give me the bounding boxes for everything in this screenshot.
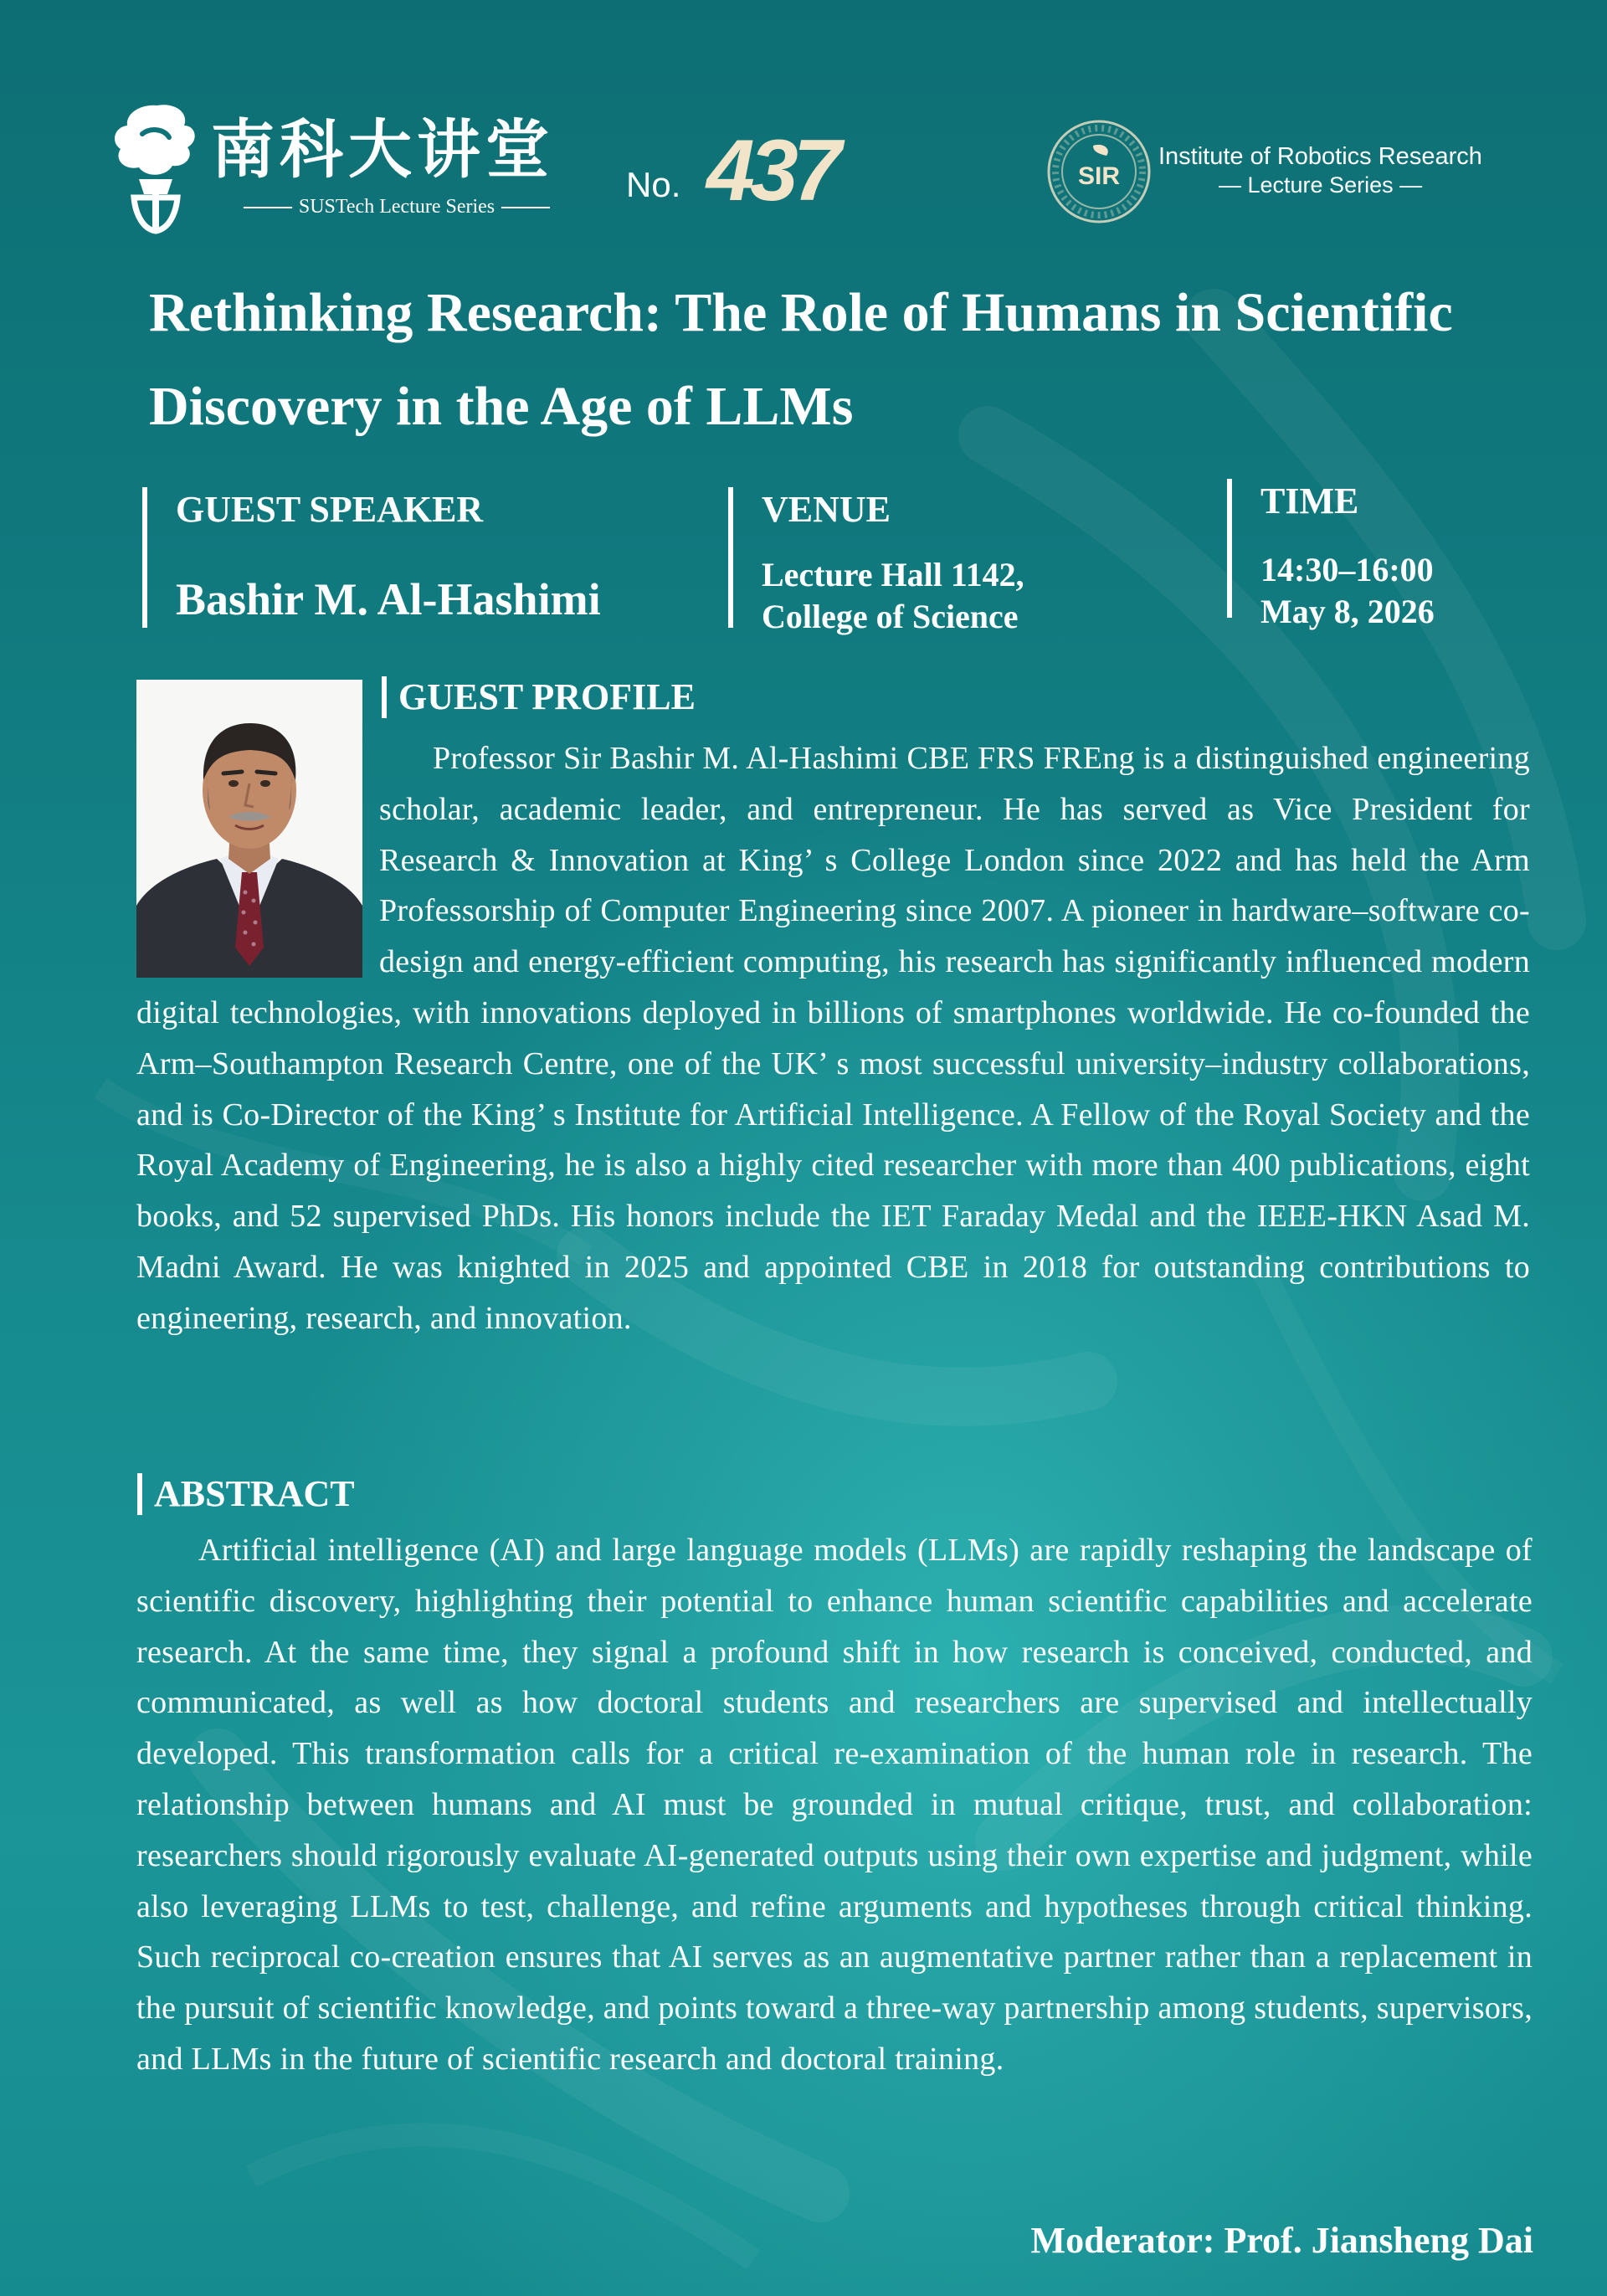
issue-label: No.: [626, 165, 681, 204]
institute-name: Institute of Robotics Research: [1158, 143, 1482, 170]
speaker-block: [142, 487, 711, 628]
institute-seal-icon: [1045, 117, 1153, 226]
abstract-heading: ABSTRACT: [137, 1473, 355, 1515]
sustech-brand: [109, 100, 578, 234]
venue-block: [728, 487, 1230, 635]
moderator-line: Moderator: Prof. Jiansheng Dai: [1030, 2220, 1533, 2261]
seal-letters: SIR: [1077, 162, 1121, 190]
profile-body: [136, 733, 1530, 1344]
torch-logo-icon: [109, 100, 203, 234]
profile-paragraph: Professor Sir Bashir M. Al-Hashimi CBE FRS FREng is a distinguished engineering scholar, academic leader, and entrepreneur. He has served as Vice President for Research & Innovation at King’ s College London since 2022 and has held the Arm Professorship of Computer Engineering since 2007. A pioneer in hardware–software co-design and energy-efficient computing, his research has significantly influenced modern digital technologies, with innovations deployed in billions of smartphones worldwide. He co-founded the Arm–Southampton Research Centre, one of the UK’ s most successful university–industry collaborations, and is Co-Director of the King’ s Institute for Artificial Intelligence. A Fellow of the Royal Society and the Royal Academy of Engineering, he is also a highly cited researcher with more than 400 publications, eight books, and 52 supervised PhDs. His honors include the IET Faraday Medal and the IEEE-HKN Asad M. Madni Award. He was knighted in 2025 and appointed CBE in 2018 for outstanding contributions to engineering, research, and innovation.: [136, 741, 1530, 1336]
institute-series: — Lecture Series —: [1219, 172, 1423, 198]
photo-wrap-spacer: [136, 733, 379, 984]
venue-line-1: Lecture Hall 1142,: [762, 556, 1024, 593]
divider-line: [501, 207, 550, 208]
profile-heading: GUEST PROFILE: [382, 676, 696, 718]
time-range: 14:30–16:00: [1260, 551, 1434, 588]
divider-line: [244, 207, 292, 208]
issue-value: 437: [706, 122, 837, 219]
brand-chinese-title: 南科大讲堂: [211, 112, 554, 187]
lecture-title: Rethinking Research: The Role of Humans in Scientific Discovery in the Age of LLMs: [149, 282, 1453, 437]
institute-brand: [1045, 117, 1513, 226]
speaker-label: GUEST SPEAKER: [176, 489, 484, 530]
time-date: May 8, 2026: [1260, 593, 1435, 630]
speaker-name: Bashir M. Al-Hashimi: [176, 574, 601, 624]
time-label: TIME: [1260, 480, 1359, 521]
brand-english-subtitle: [221, 194, 572, 219]
institute-text: [1158, 142, 1510, 199]
time-block: [1227, 479, 1579, 630]
abstract-paragraph: Artificial intelligence (AI) and large language models (LLMs) are rapidly reshaping the landscape of scientific discovery, highlighting their potential to enhance human scientific capabilities and accelerate research. At the same time, they signal a profound shift in how research is conceived, conducted, and communicated, as well as how doctoral students and researchers are supervised and intellectually developed. This transformation calls for a critical re-examination of the human role in research. The relationship between humans and AI must be grounded in mutual critique, trust, and collaboration: researchers should rigorously evaluate AI-generated outputs using their own expertise and judgment, while also leveraging LLMs to test, challenge, and refine arguments and hypotheses through critical thinking. Such reciprocal co-creation ensures that AI serves as an augmentative partner rather than a replacement in the pursuit of scientific knowledge, and points toward a three-way partnership among students, supervisors, and LLMs in the future of scientific research and doctoral training.: [136, 1533, 1533, 2077]
time-value: [1260, 549, 1579, 633]
venue-value: [762, 554, 1230, 638]
venue-line-2: College of Science: [762, 598, 1019, 635]
brand-english-text: SUSTech Lecture Series: [298, 196, 495, 218]
venue-label: VENUE: [762, 489, 891, 530]
